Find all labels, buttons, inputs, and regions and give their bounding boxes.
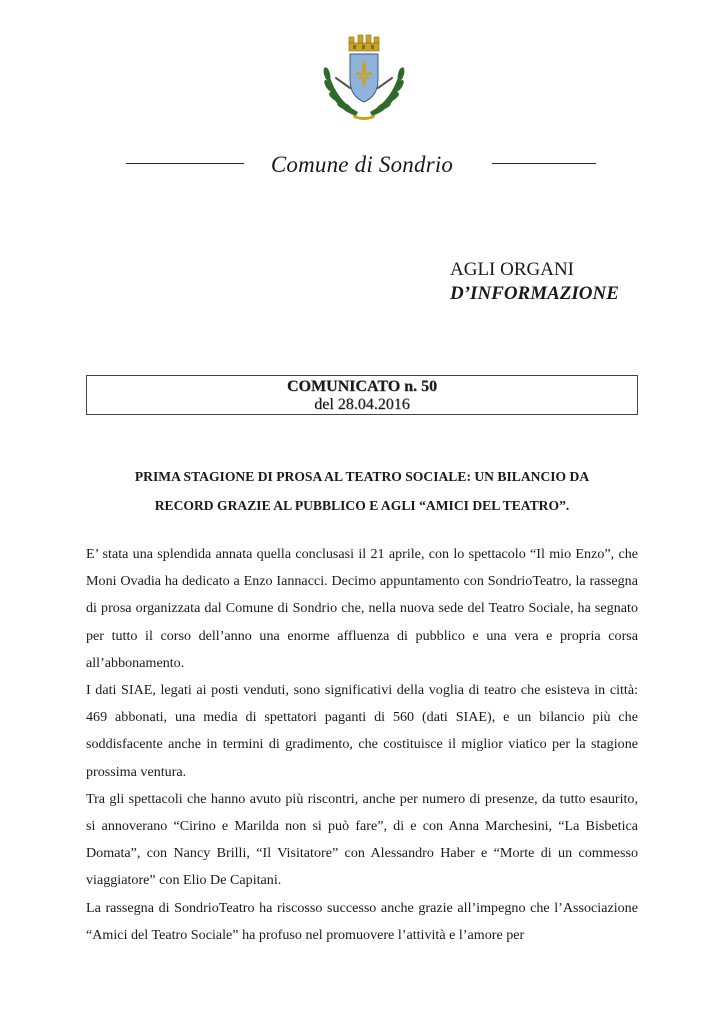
body-paragraph: I dati SIAE, legati ai posti venduti, sono significativi della voglia di teatro che esisteva in città: 469 abbonati, una media di spettatori paganti di 560 (dati SIAE), e un bilancio più che soddisfacente anche in termini di gradimento, che costituisce il miglior viatico per la stagione prossima ventura.: [86, 682, 638, 780]
comunicato-number: COMUNICATO n. 50: [286, 378, 438, 395]
recipient-line-2: D’INFORMAZIONE: [450, 283, 619, 304]
body-paragraph: Tra gli spettacoli che hanno avuto più riscontri, anche per numero di presenze, da tutto esaurito, si annoverano “Cirino e Marilda non si può fare”, di e con Anna Marchesini, “La Bisbetica Domata”, con Nancy Brilli, “Il Visitatore” con Alessandro Haber e “Morte di un commesso viaggiatore” con Elio De Capitani.: [86, 790, 638, 889]
comunicato-date: del 28.04.2016: [314, 396, 410, 413]
body-paragraph: La rassegna di SondrioTeatro ha riscosso successo anche grazie all’impegno che l’Associazione “Amici del Teatro Sociale” ha profuso nel promuovere l’attività e l’amore per: [86, 899, 638, 943]
header-rule-right: [492, 163, 596, 164]
headline-line-2: RECORD GRAZIE AL PUBBLICO E AGLI “AMICI DEL TEATRO”.: [154, 498, 570, 513]
headline-line-1: PRIMA STAGIONE DI PROSA AL TEATRO SOCIALE: UN BILANCIO DA: [134, 469, 590, 484]
body-paragraph: E’ stata una splendida annata quella conclusasi il 21 aprile, con lo spettacolo “Il mio Enzo”, che Moni Ovadia ha dedicato a Enzo Iannacci. Decimo appuntamento con SondrioTeatro, la rassegna di prosa organizzata dal Comune di Sondrio che, nella nuova sede del Teatro Sociale, ha segnato per tutto il corso dell’anno una enorme affluenza di pubblico e una vera e propria corsa all’abbonamento.: [86, 546, 638, 671]
coat-of-arms-icon: [316, 30, 412, 122]
recipient-line-1: AGLI ORGANI: [450, 259, 575, 280]
comunicato-box: [86, 375, 638, 415]
comune-title: Comune di Sondrio: [270, 152, 454, 177]
press-release-body: [86, 541, 638, 949]
press-release-headline: [86, 462, 638, 520]
recipient-block: [450, 258, 619, 306]
